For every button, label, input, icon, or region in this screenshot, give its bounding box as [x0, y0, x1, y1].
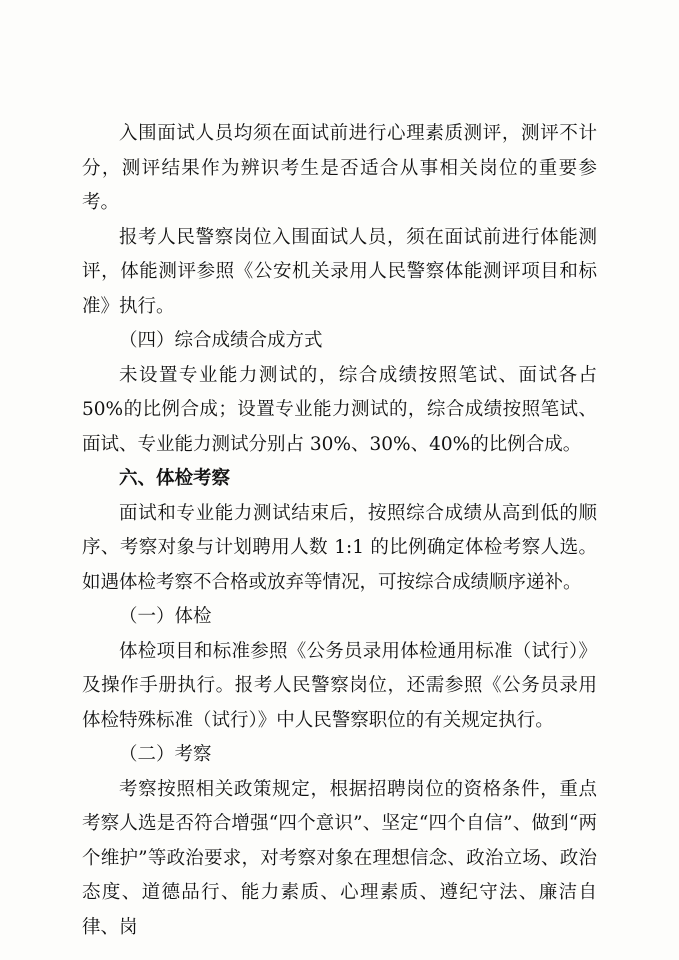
- heading-composite-score: （四）综合成绩合成方式: [119, 330, 323, 351]
- paragraph-composite-score: 未设置专业能力测试的，综合成绩按照笔试、面试各占 50%的比例合成；设置专业能力测试的，综合成绩按照笔试、面试、专业能力测试分别占 30%、30%、40%的比例合成。: [82, 364, 597, 455]
- heading-physical-exam: （一）体检: [119, 606, 212, 627]
- paragraph-selection-ratio: 面试和专业能力测试结束后，按照综合成绩从高到低的顺序、考察对象与计划聘用人数 1:1 的比例确定体检考察人选。如遇体检考察不合格或放弃等情况，可按综合成绩顺序递补。: [82, 502, 597, 593]
- heading-inspection: （二）考察: [119, 744, 212, 765]
- paragraph-psych-assessment: 入围面试人员均须在面试前进行心理素质测评，测评不计分，测评结果作为辨识考生是否适合从事相关岗位的重要参考。: [82, 123, 597, 213]
- paragraph-physical-exam: 体检项目和标准参照《公务员录用体检通用标准（试行）》及操作手册执行。报考人民警察岗位，还需参照《公务员录用体检特殊标准（试行）》中人民警察职位的有关规定执行。: [82, 640, 597, 731]
- paragraph-inspection: 考察按照相关政策规定，根据招聘岗位的资格条件，重点考察人选是否符合增强“四个意识”、坚定“四个自信”、做到“两个维护”等政治要求，对考察对象在理想信念、政治立场、政治态度、道德品行、能力素质、心理素质、遵纪守法、廉洁自律、岗: [82, 778, 597, 938]
- paragraph-fitness-assessment: 报考人民警察岗位入围面试人员，须在面试前进行体能测评，体能测评参照《公安机关录用人民警察体能测评项目和标准》执行。: [82, 226, 597, 317]
- document-body: [82, 117, 597, 945]
- heading-physical-exam-inspection: 六、体检考察: [119, 468, 231, 489]
